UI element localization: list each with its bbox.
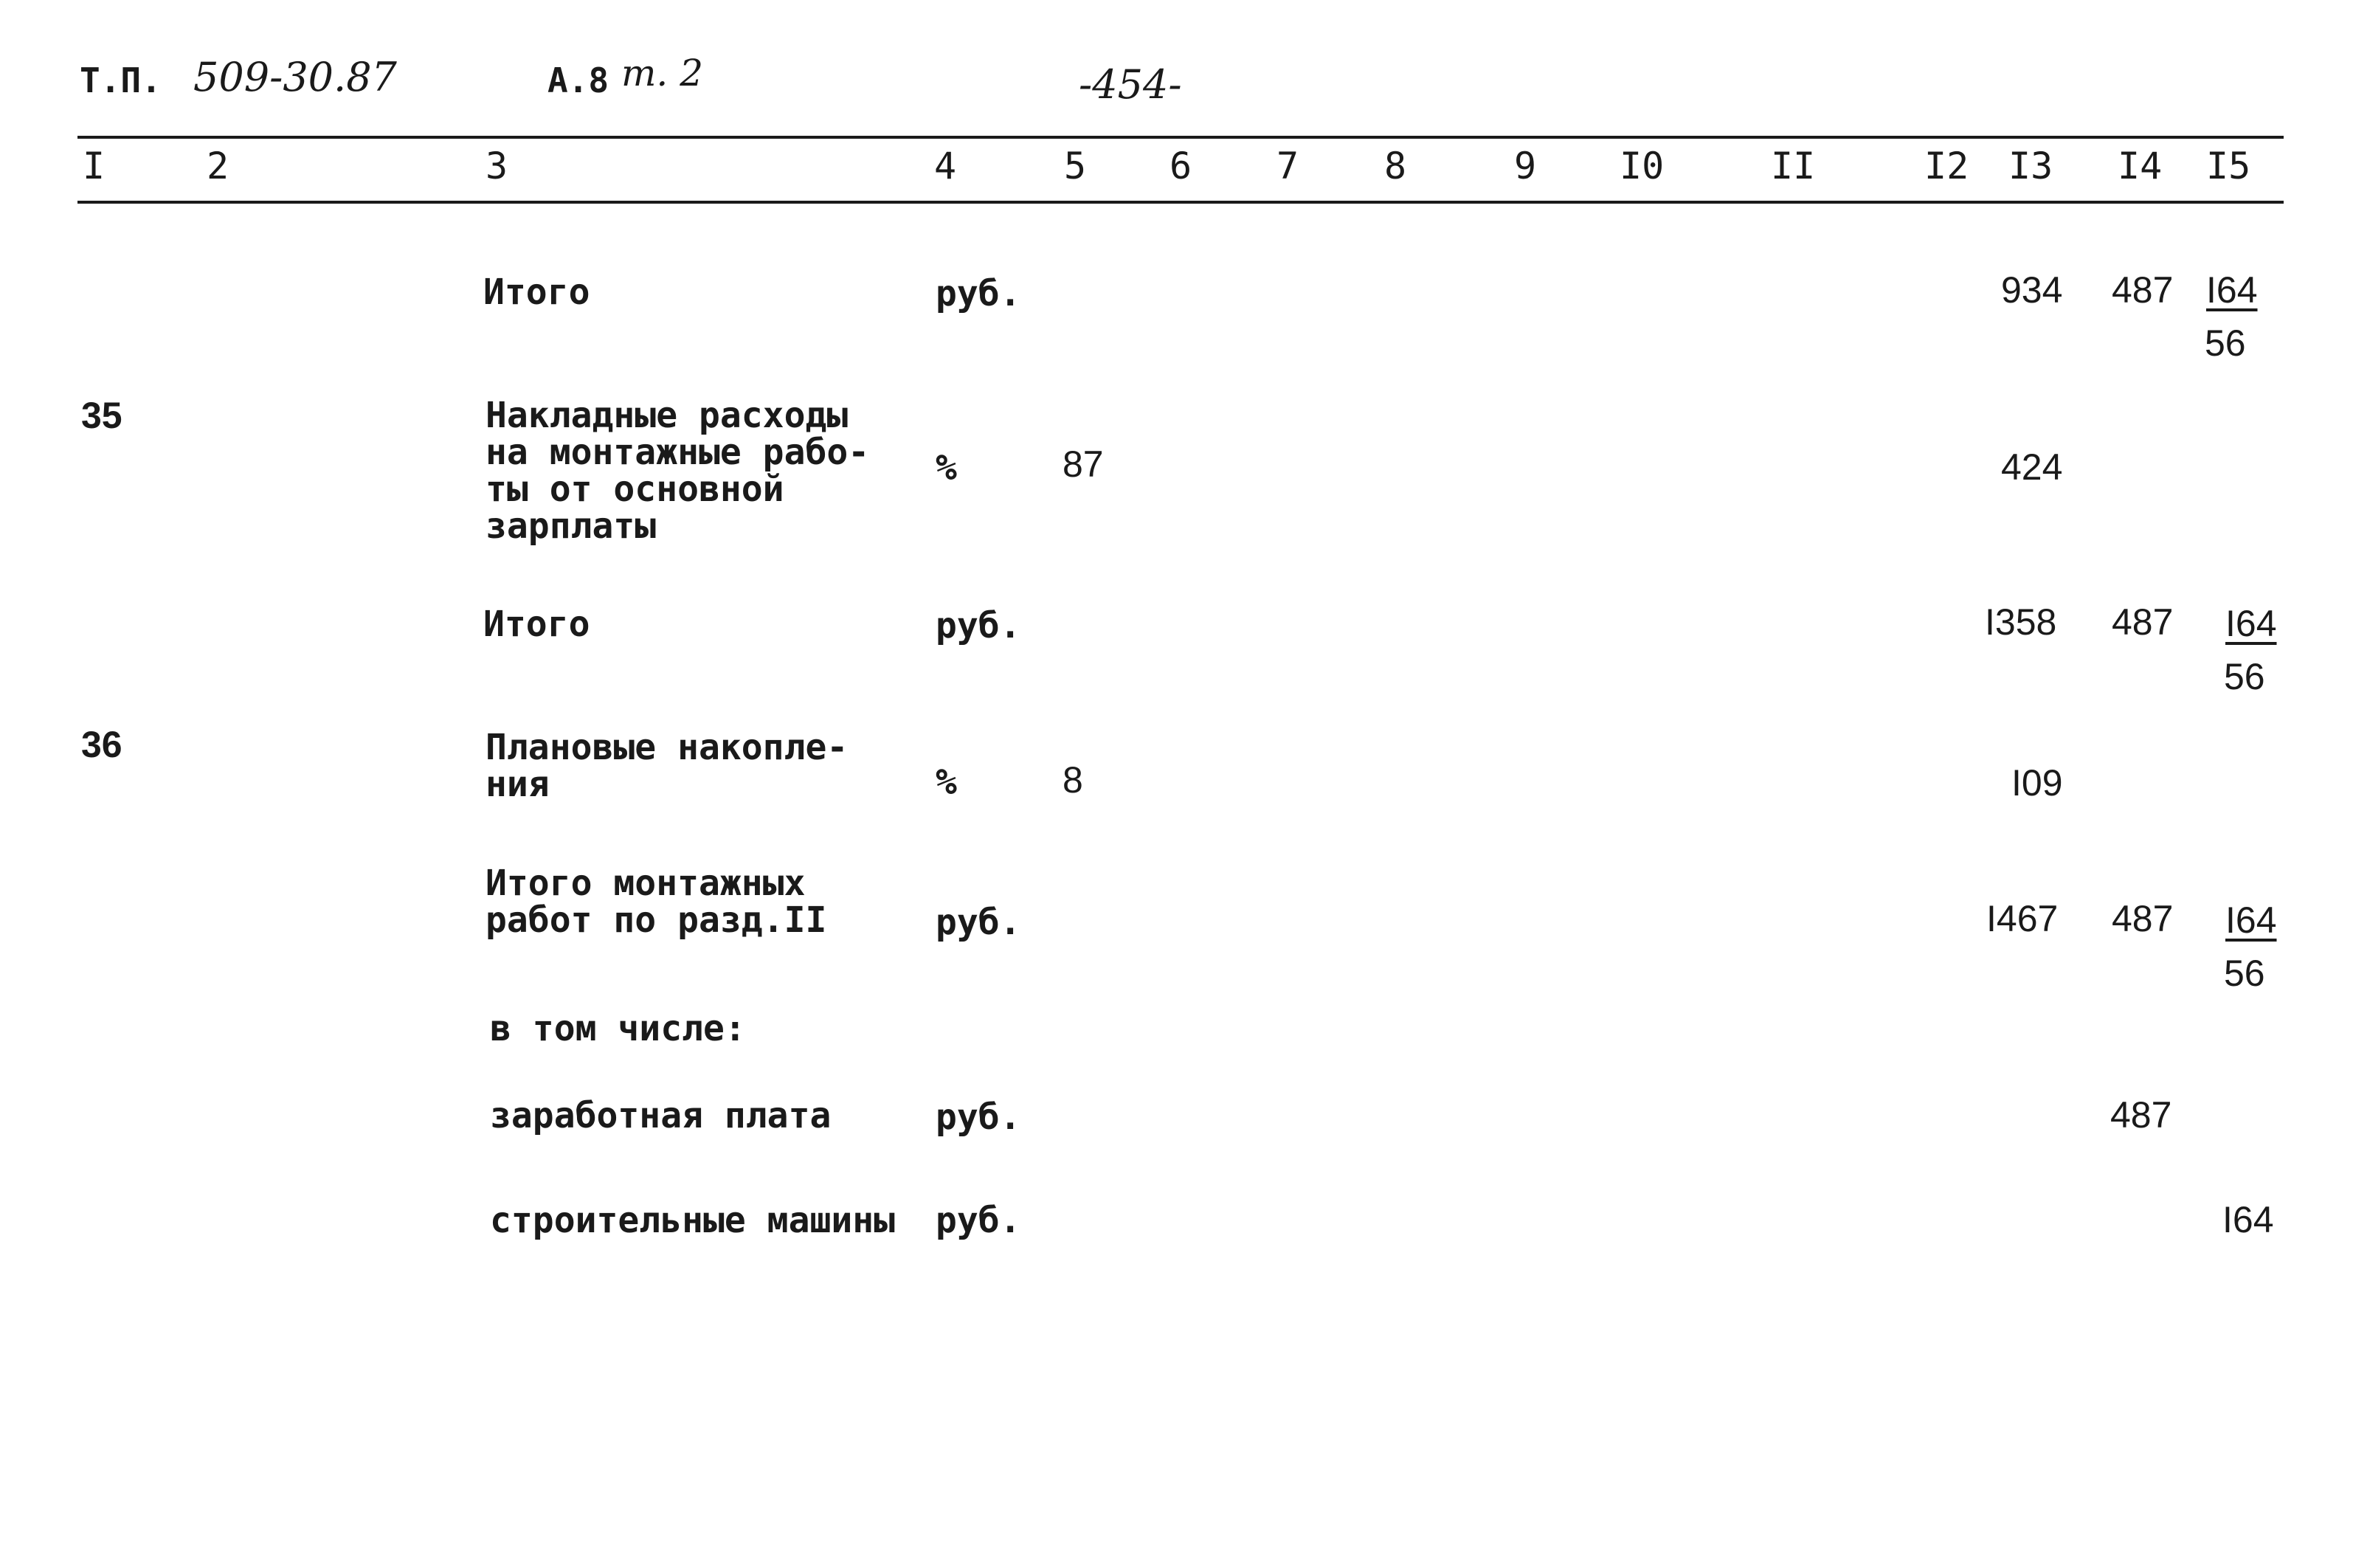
album-label: А.8 (547, 61, 609, 100)
row-unit: руб. (936, 1096, 1021, 1138)
row-col15-bottom: 56 (2224, 953, 2265, 994)
row-unit: руб. (936, 1200, 1021, 1241)
row-unit: % (936, 761, 957, 803)
row-col5: 8 (1063, 759, 1083, 801)
col-header-11: II (1771, 145, 1816, 187)
row-col14: 487 (2112, 269, 2174, 311)
row-col13: I09 (2011, 762, 2063, 804)
col-header-14: I4 (2118, 145, 2163, 187)
row-unit: руб. (936, 273, 1021, 314)
row-col14: 487 (2112, 601, 2174, 643)
row-col15-top: I64 (2225, 603, 2277, 644)
row-col5: 87 (1063, 443, 1104, 485)
row-col14: 487 (2112, 898, 2174, 939)
col-header-2: 2 (207, 145, 229, 187)
header-prefix: Т.П. (80, 61, 162, 100)
row-col15-bottom: 56 (2205, 322, 2246, 364)
header-bottom-rule (77, 201, 2284, 204)
row-unit: руб. (936, 902, 1021, 943)
row-description: Итого (483, 604, 590, 645)
row-col15-top: I64 (2206, 269, 2258, 311)
col-header-5: 5 (1064, 145, 1087, 187)
col-header-1: I (83, 145, 106, 187)
row-col13: I358 (1985, 601, 2057, 643)
col-header-15: I5 (2206, 145, 2251, 187)
row-col13: I467 (1986, 898, 2059, 939)
row-description: Итого монтажных работ по разд.II (486, 863, 827, 941)
top-rule (77, 136, 2284, 139)
row-col15-bottom: 56 (2224, 656, 2265, 697)
row-unit: руб. (936, 605, 1021, 646)
row-number: 35 (81, 395, 122, 436)
row-description: Итого (483, 272, 590, 313)
col-header-8: 8 (1384, 145, 1407, 187)
col-header-4: 4 (934, 145, 957, 187)
row-description: Накладные расходы на монтажные рабо- ты от основной зарплаты (486, 395, 870, 547)
col-header-3: 3 (486, 145, 508, 187)
col-header-9: 9 (1514, 145, 1537, 187)
row-col13: 424 (2001, 446, 2063, 488)
row-description: в том числе: (490, 1008, 746, 1049)
row-col15: I64 (2222, 1199, 2274, 1240)
col-header-10: I0 (1620, 145, 1665, 187)
row-col15-top: I64 (2225, 899, 2277, 941)
col-header-13: I3 (2008, 145, 2053, 187)
row-col13: 934 (2001, 269, 2063, 311)
row-description: Плановые накопле- ния (486, 727, 849, 805)
page-number: -454- (1079, 61, 1182, 108)
row-number: 36 (81, 724, 122, 765)
col-header-6: 6 (1169, 145, 1192, 187)
row-description: строительные машины (490, 1200, 896, 1241)
col-header-7: 7 (1276, 145, 1299, 187)
row-col14: 487 (2110, 1094, 2172, 1136)
row-description: заработная плата (490, 1095, 832, 1136)
row-unit: % (936, 447, 957, 488)
album-suffix: т. 2 (621, 52, 704, 94)
project-number: 509-30.87 (193, 54, 397, 100)
col-header-12: I2 (1924, 145, 1969, 187)
